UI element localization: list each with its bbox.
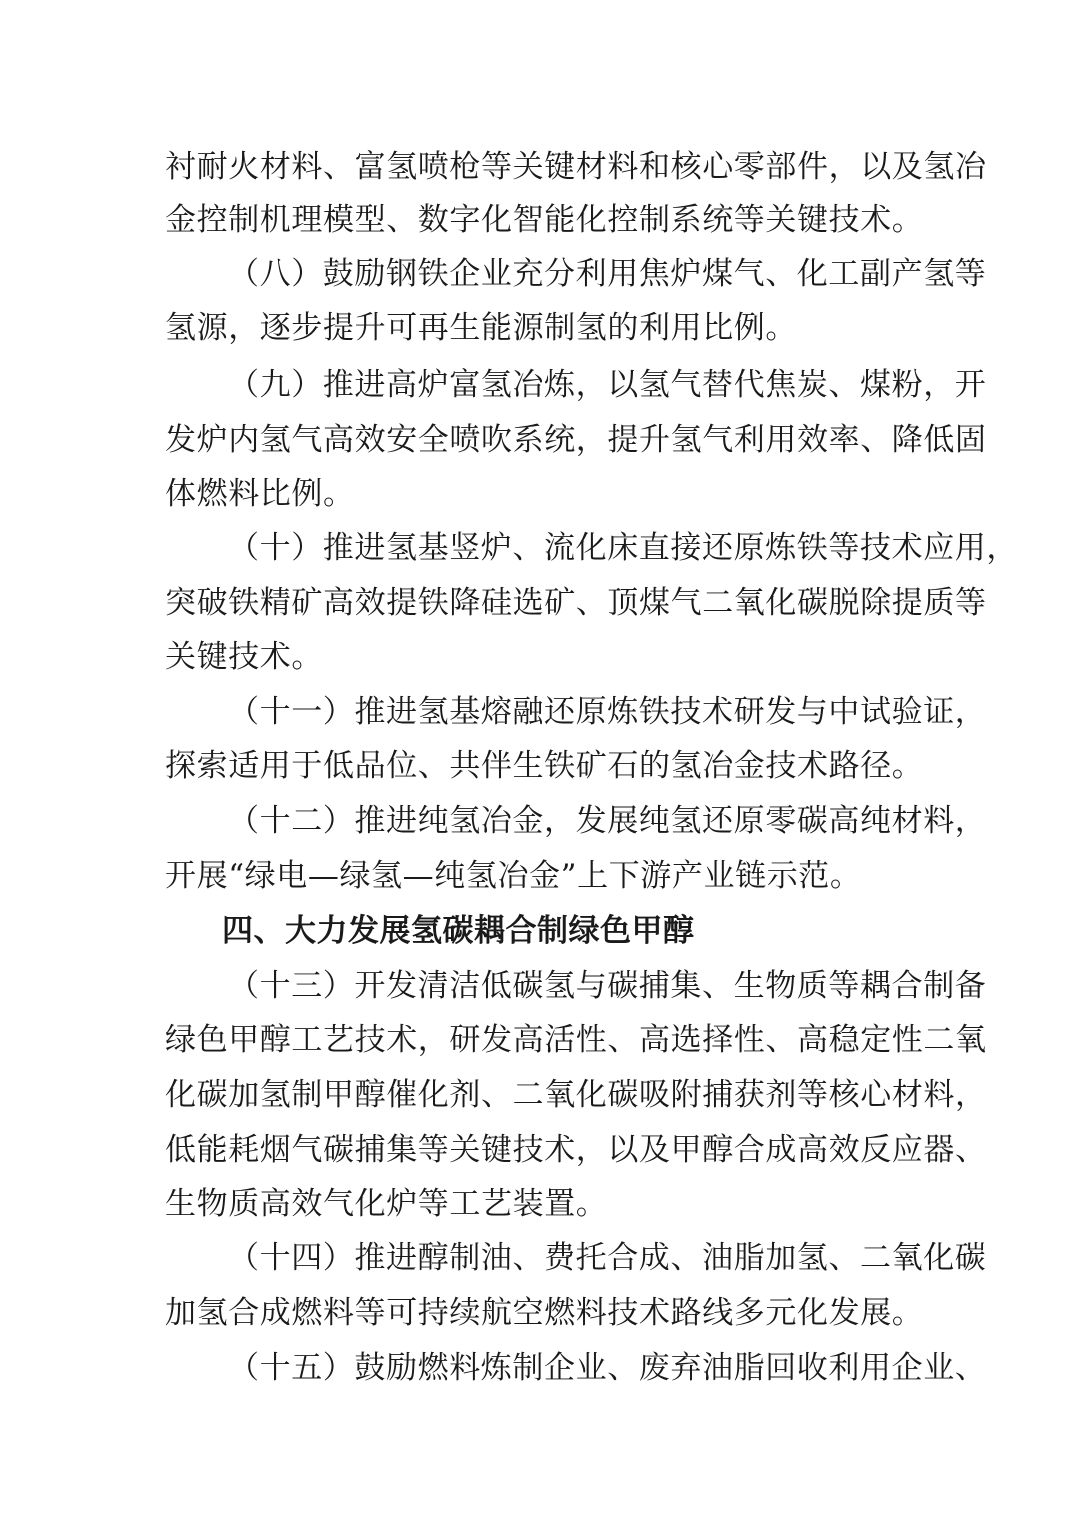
paragraph-8-start: （八）鼓励钢铁企业充分利用焦炉煤气、化工副产氢等 (228, 256, 987, 292)
paragraph-15-start: （十五）鼓励燃料炼制企业、废弃油脂回收利用企业、 (228, 1350, 987, 1386)
text-line: 探索适用于低品位、共伴生铁矿石的氢冶金技术路径。 (165, 748, 924, 784)
text-line: 生物质高效气化炉等工艺装置。 (165, 1186, 608, 1222)
text-line: 突破铁精矿高效提铁降硅选矿、顶煤气二氧化碳脱除提质等 (165, 585, 987, 621)
text-line: 发炉内氢气高效安全喷吹系统，提升氢气利用效率、降低固 (165, 422, 987, 458)
paragraph-12-start: （十二）推进纯氢冶金，发展纯氢还原零碳高纯材料， (228, 803, 987, 839)
text-line: 绿色甲醇工艺技术，研发高活性、高选择性、高稳定性二氧 (165, 1022, 987, 1058)
text-line: 低能耗烟气碳捕集等关键技术，以及甲醇合成高效反应器、 (165, 1132, 987, 1168)
paragraph-13-start: （十三）开发清洁低碳氢与碳捕集、生物质等耦合制备 (228, 968, 987, 1004)
paragraph-11-start: （十一）推进氢基熔融还原炼铁技术研发与中试验证， (228, 694, 987, 730)
text-line: 开展“绿电—绿氢—纯氢冶金”上下游产业链示范。 (165, 858, 862, 894)
text-line: 关键技术。 (165, 639, 323, 675)
text-line: 氢源，逐步提升可再生能源制氢的利用比例。 (165, 310, 797, 346)
paragraph-14-start: （十四）推进醇制油、费托合成、油脂加氢、二氧化碳 (228, 1240, 987, 1276)
section-heading: 四、大力发展氢碳耦合制绿色甲醇 (222, 913, 695, 949)
paragraph-9-start: （九）推进高炉富氢冶炼，以氢气替代焦炭、煤粉，开 (228, 367, 987, 403)
paragraph-10-start: （十）推进氢基竖炉、流化床直接还原炼铁等技术应用， (228, 530, 1018, 566)
text-line: 衬耐火材料、富氢喷枪等关键材料和核心零部件，以及氢冶 (165, 149, 987, 185)
text-line: 加氢合成燃料等可持续航空燃料技术路线多元化发展。 (165, 1295, 924, 1331)
text-line: 化碳加氢制甲醇催化剂、二氧化碳吸附捕获剂等核心材料， (165, 1077, 987, 1113)
text-line: 体燃料比例。 (165, 476, 355, 512)
text-line: 金控制机理模型、数字化智能化控制系统等关键技术。 (165, 202, 924, 238)
